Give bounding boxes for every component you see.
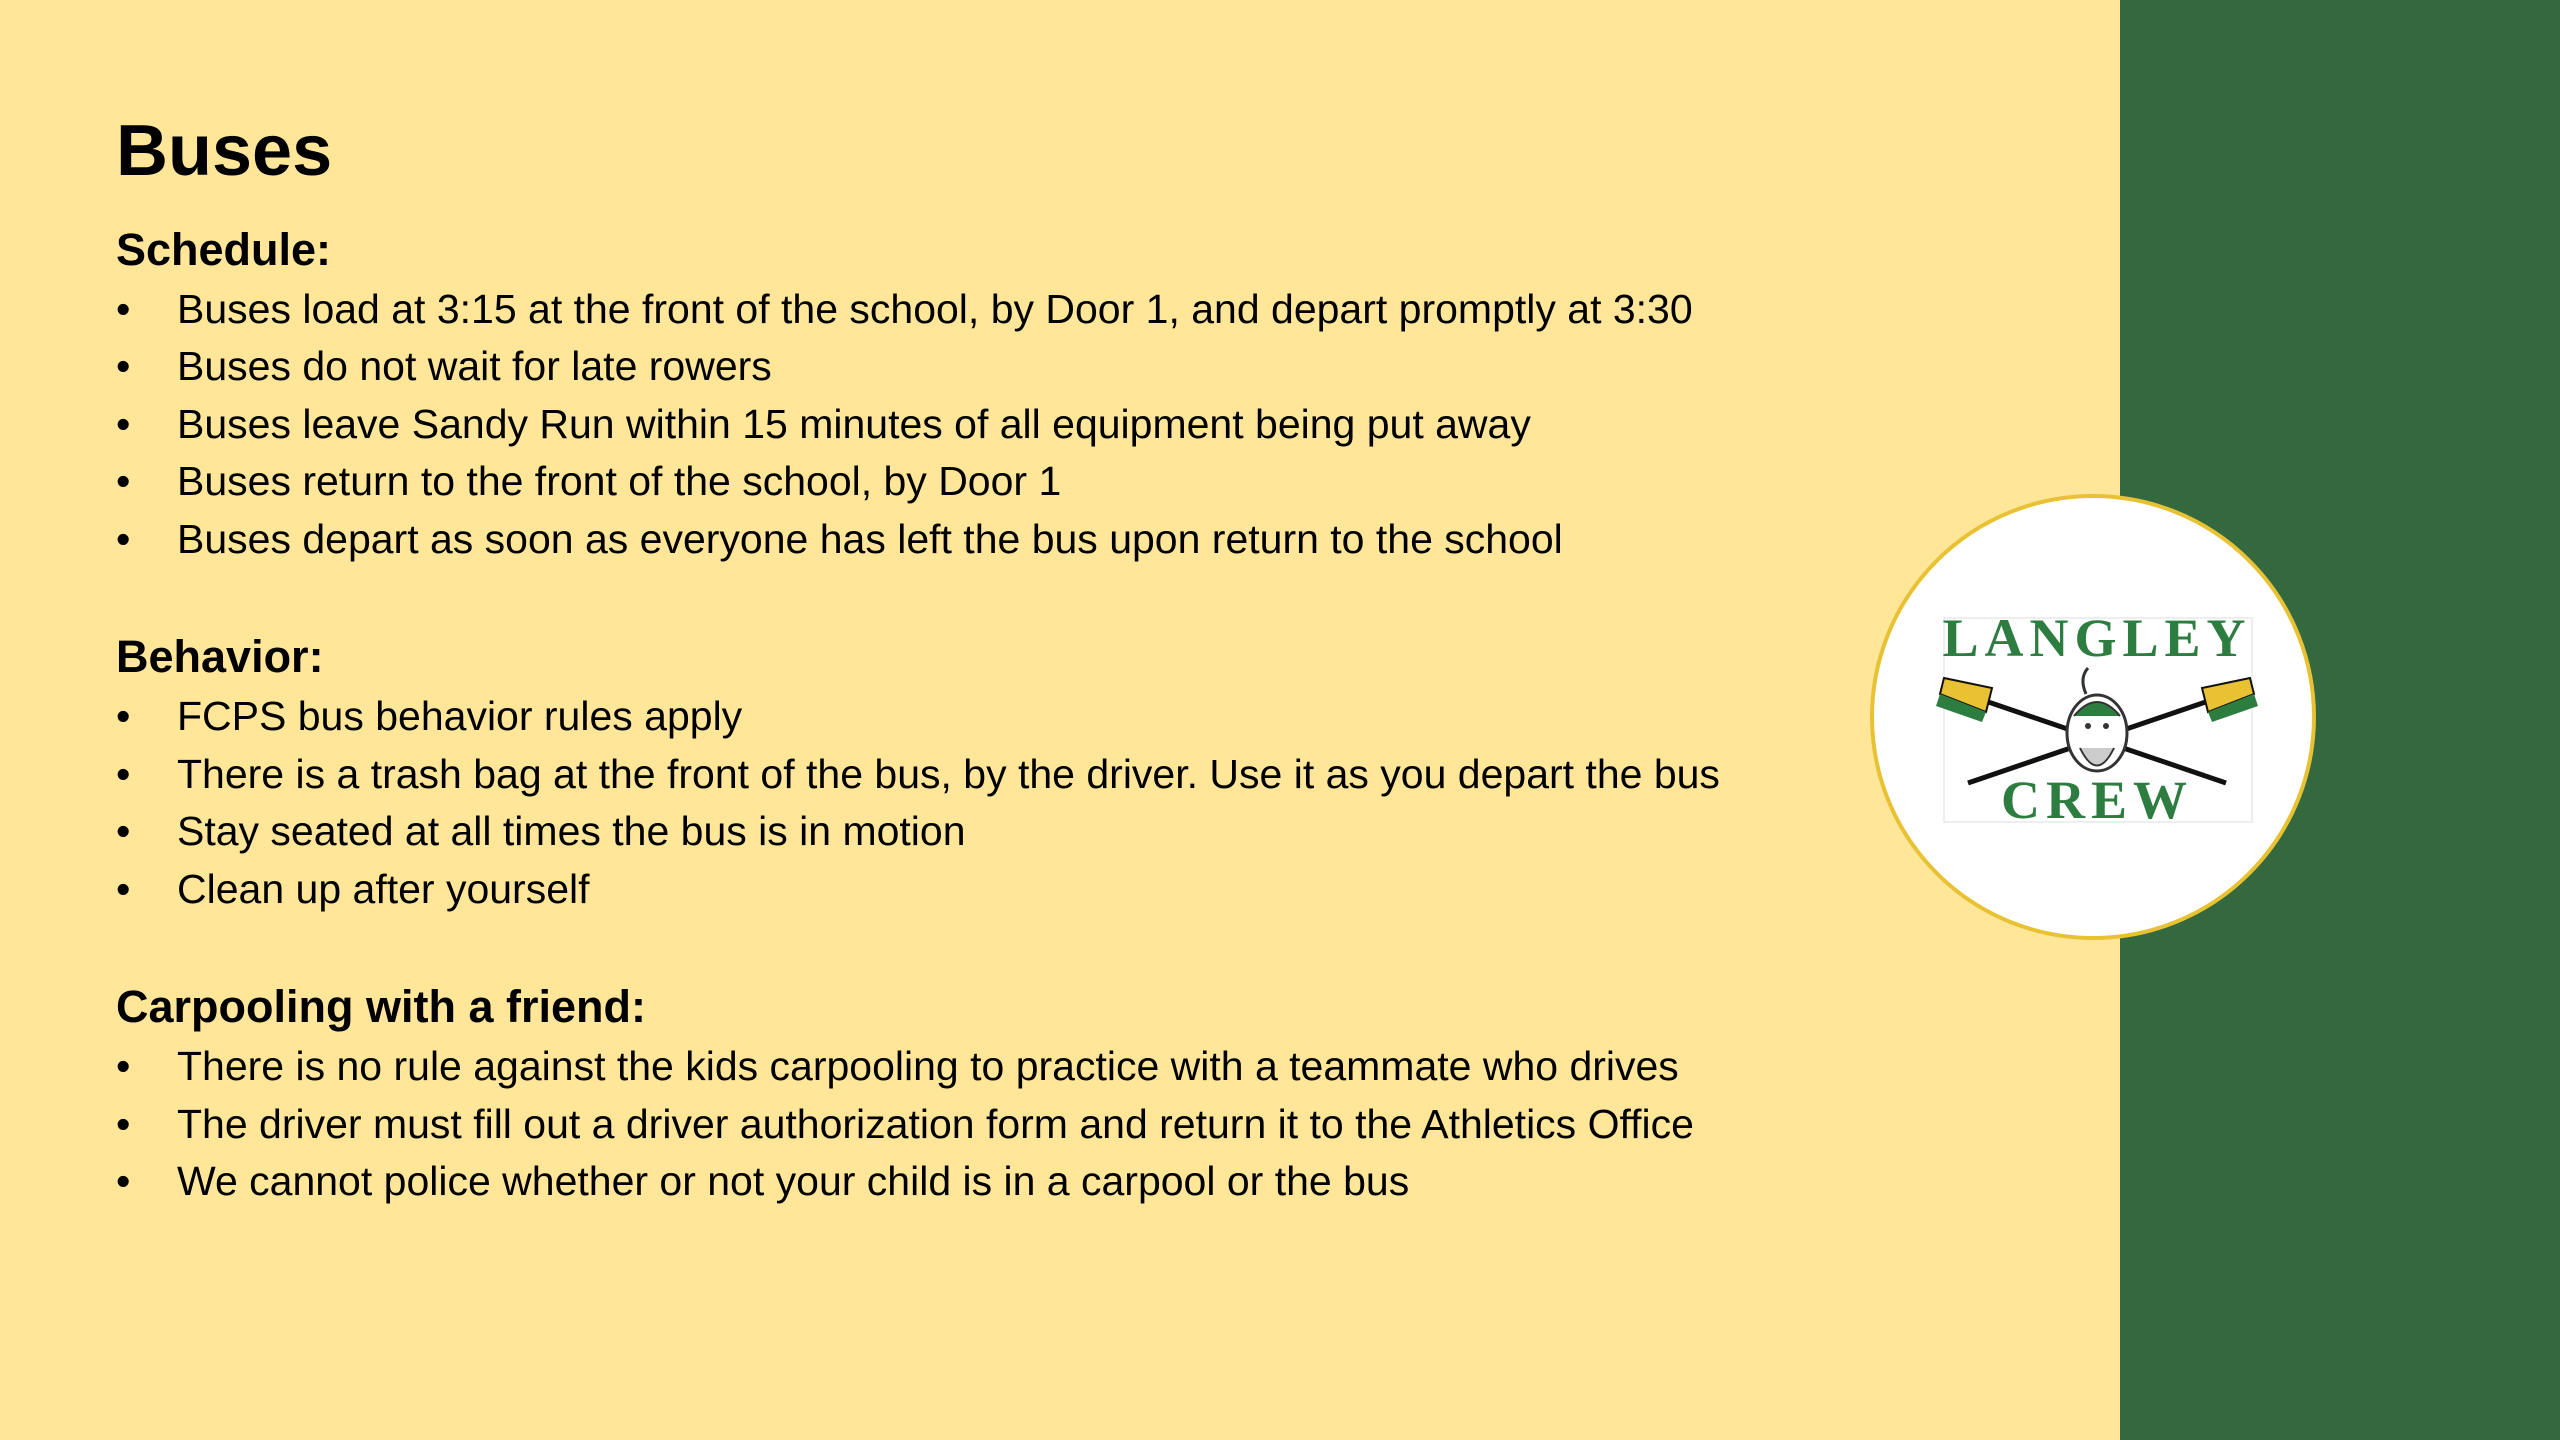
crossed-oars-icon (1874, 498, 2316, 940)
bullet-item: • Buses load at 3:15 at the front of the school, by Door 1, and depart promptly at 3:30 (116, 281, 1896, 339)
langley-crew-logo (1870, 494, 2316, 940)
bullet-item: • There is no rule against the kids carpooling to practice with a teammate who drives (116, 1038, 1896, 1096)
slide-title: Buses (116, 111, 333, 191)
section-behavior (116, 626, 1896, 918)
bullet-item: • FCPS bus behavior rules apply (116, 688, 1896, 746)
section-heading: Behavior: (116, 631, 324, 683)
bullet-list (116, 281, 1896, 569)
section-heading: Carpooling with a friend: (116, 981, 646, 1033)
bullet-item: • There is a trash bag at the front of the bus, by the driver. Use it as you depart the bus (116, 746, 1896, 804)
section-schedule (116, 219, 1896, 569)
bullet-item: • Buses return to the front of the school, by Door 1 (116, 453, 1896, 511)
bullet-item: • The driver must fill out a driver authorization form and return it to the Athletics Office (116, 1096, 1896, 1154)
slide-content (116, 110, 1896, 1269)
bullet-item: • Buses do not wait for late rowers (116, 338, 1896, 396)
bullet-list (116, 1038, 1896, 1211)
bullet-item: • Clean up after yourself (116, 861, 1896, 919)
bullet-item: • We cannot police whether or not your child is in a carpool or the bus (116, 1153, 1896, 1211)
bullet-item: • Buses depart as soon as everyone has left the bus upon return to the school (116, 511, 1896, 569)
section-carpooling (116, 976, 1896, 1211)
bullet-item: • Stay seated at all times the bus is in motion (116, 803, 1896, 861)
logo-bottom-text: CREW (2000, 770, 2194, 830)
bullet-item: • Buses leave Sandy Run within 15 minutes of all equipment being put away (116, 396, 1896, 454)
bullet-list (116, 688, 1896, 918)
logo-top-text: LANGLEY (1942, 608, 2252, 668)
section-heading: Schedule: (116, 223, 332, 275)
